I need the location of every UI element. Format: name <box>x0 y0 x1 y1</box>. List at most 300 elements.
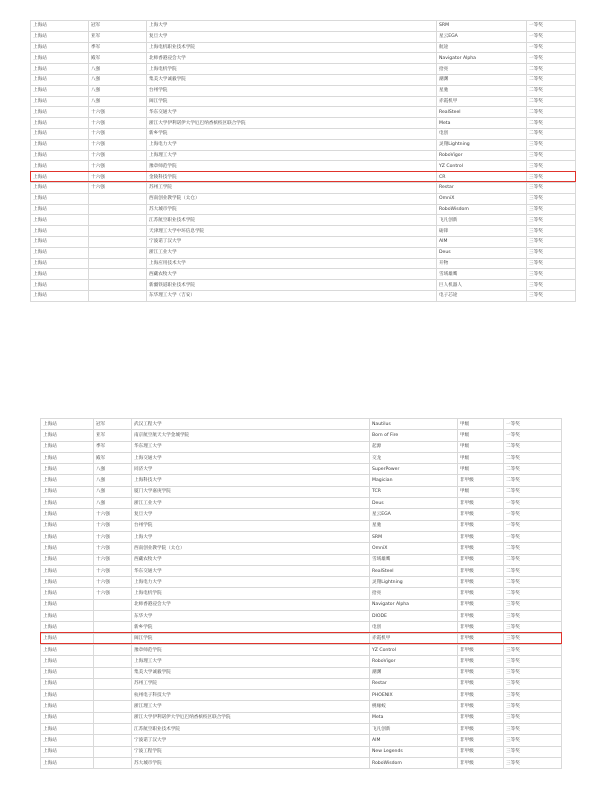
rank-cell <box>94 701 132 712</box>
table-row <box>41 498 562 509</box>
table-row <box>41 633 562 644</box>
school-cell: 上海理工大学 <box>132 656 370 667</box>
table-row <box>31 31 576 42</box>
team-cell: PHOENIX <box>370 690 458 701</box>
award-cell: 二等奖 <box>504 554 562 565</box>
table-row <box>41 430 562 441</box>
station-cell: 上海站 <box>41 509 94 520</box>
station-cell: 上海站 <box>31 247 89 258</box>
team-cell: Meta <box>437 118 527 129</box>
rank-cell: 十六强 <box>94 588 132 599</box>
team-cell: 砺锋 <box>437 226 527 237</box>
team-cell: 赤霞机甲 <box>370 633 458 644</box>
school-cell: 上海大学 <box>132 531 370 542</box>
table-row <box>31 74 576 85</box>
rank-cell: 冠军 <box>89 21 147 32</box>
station-cell: 上海站 <box>41 735 94 746</box>
station-cell: 上海站 <box>31 290 89 301</box>
rank-cell: 殿军 <box>89 53 147 64</box>
level-cell: 甲级 <box>458 464 504 475</box>
table-row <box>41 554 562 565</box>
team-cell: RoboWisdom <box>437 204 527 215</box>
table-row <box>31 64 576 75</box>
level-cell: 非甲级 <box>458 724 504 735</box>
rank-cell: 八强 <box>94 464 132 475</box>
school-cell: 西藏农牧大学 <box>132 554 370 565</box>
level-cell: 甲级 <box>458 419 504 430</box>
team-cell: Magician <box>370 475 458 486</box>
school-cell: 集美大学诚毅学院 <box>132 667 370 678</box>
award-cell: 三等奖 <box>504 656 562 667</box>
team-cell: RealSteel <box>370 565 458 576</box>
station-cell: 上海站 <box>31 64 89 75</box>
table-row <box>41 678 562 689</box>
school-cell: 北师香港浸会大学 <box>132 599 370 610</box>
award-cell: 二等奖 <box>527 128 576 139</box>
station-cell: 上海站 <box>31 172 89 183</box>
table-row <box>41 690 562 701</box>
table-row <box>31 53 576 64</box>
school-cell: 南京航空航天大学金城学院 <box>132 430 370 441</box>
table-row <box>31 226 576 237</box>
rank-cell <box>94 757 132 768</box>
award-cell: 三等奖 <box>504 735 562 746</box>
team-cell: 起源 <box>370 441 458 452</box>
rank-cell: 八强 <box>89 85 147 96</box>
table-row <box>31 280 576 291</box>
station-cell: 上海站 <box>41 746 94 757</box>
level-cell: 非甲级 <box>458 520 504 531</box>
team-cell: 飞凡创新 <box>370 724 458 735</box>
school-cell: 杭州电子科技大学 <box>132 690 370 701</box>
table-row <box>41 509 562 520</box>
table-row <box>41 757 562 768</box>
rank-cell: 八强 <box>94 475 132 486</box>
award-cell: 二等奖 <box>504 486 562 497</box>
team-cell: Deus <box>437 247 527 258</box>
station-cell: 上海站 <box>41 464 94 475</box>
team-cell: Navigator Alpha <box>437 53 527 64</box>
school-cell: 苏州工学院 <box>132 678 370 689</box>
rank-cell <box>94 735 132 746</box>
school-cell: 武汉工程大学 <box>132 419 370 430</box>
rank-cell: 十六强 <box>89 161 147 172</box>
station-cell: 上海站 <box>41 757 94 768</box>
award-cell: 三等奖 <box>527 215 576 226</box>
award-cell: 一等奖 <box>504 520 562 531</box>
rank-cell <box>89 204 147 215</box>
award-cell: 二等奖 <box>504 588 562 599</box>
school-cell: 华东交通大学 <box>147 107 437 118</box>
table-row <box>41 667 562 678</box>
level-cell: 非甲级 <box>458 475 504 486</box>
team-cell: New Legends <box>370 746 458 757</box>
level-cell: 非甲级 <box>458 712 504 723</box>
award-cell: 三等奖 <box>527 172 576 183</box>
team-cell: 电创 <box>437 128 527 139</box>
award-cell: 二等奖 <box>527 64 576 75</box>
team-cell: Deus <box>370 498 458 509</box>
team-cell: OmniX <box>370 543 458 554</box>
table-row <box>41 486 562 497</box>
team-cell: YZ Control <box>437 161 527 172</box>
table-row <box>31 150 576 161</box>
rank-cell: 十六强 <box>89 107 147 118</box>
rank-cell: 十六强 <box>94 531 132 542</box>
award-cell: 三等奖 <box>504 678 562 689</box>
station-cell: 上海站 <box>41 712 94 723</box>
station-cell: 上海站 <box>31 74 89 85</box>
station-cell: 上海站 <box>41 419 94 430</box>
station-cell: 上海站 <box>41 588 94 599</box>
team-cell: OmniX <box>437 193 527 204</box>
team-cell: RealSteel <box>437 107 527 118</box>
station-cell: 上海站 <box>31 236 89 247</box>
table-row <box>31 107 576 118</box>
award-cell: 一等奖 <box>504 531 562 542</box>
school-cell: 上海理工大学 <box>147 150 437 161</box>
results-grid-2 <box>40 418 562 769</box>
award-cell: 二等奖 <box>504 452 562 463</box>
award-cell: 一等奖 <box>504 498 562 509</box>
level-cell: 非甲级 <box>458 757 504 768</box>
school-cell: 苏州工学院 <box>147 182 437 193</box>
table-row <box>41 724 562 735</box>
award-cell: 三等奖 <box>527 204 576 215</box>
rank-cell <box>94 712 132 723</box>
school-cell: 集美大学诚毅学院 <box>147 74 437 85</box>
team-cell: 拾亮 <box>370 588 458 599</box>
level-cell: 非甲级 <box>458 554 504 565</box>
station-cell: 上海站 <box>41 498 94 509</box>
award-cell: 三等奖 <box>527 269 576 280</box>
table-row <box>41 419 562 430</box>
rank-cell <box>94 644 132 655</box>
award-cell: 二等奖 <box>527 85 576 96</box>
award-cell: 三等奖 <box>527 280 576 291</box>
team-cell: TCR <box>370 486 458 497</box>
team-cell: SRM <box>370 531 458 542</box>
team-cell: Restar <box>370 678 458 689</box>
level-cell: 非甲级 <box>458 599 504 610</box>
table-row <box>31 290 576 301</box>
team-cell: 雪域雄鹰 <box>370 554 458 565</box>
school-cell: 上海电机职业技术学院 <box>147 42 437 53</box>
award-cell: 三等奖 <box>527 182 576 193</box>
award-cell: 三等奖 <box>504 690 562 701</box>
school-cell: 闽江学院 <box>147 96 437 107</box>
team-cell: YZ Control <box>370 644 458 655</box>
station-cell: 上海站 <box>41 520 94 531</box>
station-cell: 上海站 <box>31 280 89 291</box>
level-cell: 非甲级 <box>458 588 504 599</box>
rank-cell: 八强 <box>89 64 147 75</box>
rank-cell <box>94 724 132 735</box>
rank-cell: 亚军 <box>94 430 132 441</box>
rank-cell: 十六强 <box>94 543 132 554</box>
school-cell: 浙江大学伊利诺伊大学厄巴纳香槟校区联合学院 <box>132 712 370 723</box>
rank-cell <box>94 678 132 689</box>
table-row <box>31 236 576 247</box>
table-row <box>41 520 562 531</box>
team-cell: Nautilus <box>370 419 458 430</box>
rank-cell: 十六强 <box>89 118 147 129</box>
award-cell: 二等奖 <box>504 475 562 486</box>
award-cell: 二等奖 <box>504 464 562 475</box>
school-cell: 上海电机学院 <box>132 588 370 599</box>
station-cell: 上海站 <box>31 53 89 64</box>
award-cell: 一等奖 <box>527 42 576 53</box>
rank-cell: 十六强 <box>94 554 132 565</box>
team-cell: 巨人机器人 <box>437 280 527 291</box>
award-cell: 三等奖 <box>504 667 562 678</box>
rank-cell: 季军 <box>94 441 132 452</box>
table-row <box>41 599 562 610</box>
station-cell: 上海站 <box>31 204 89 215</box>
team-cell: 潮渊 <box>437 74 527 85</box>
school-cell: 新疆铁道职业技术学院 <box>147 280 437 291</box>
rank-cell: 季军 <box>89 42 147 53</box>
school-cell: 金陵科技学院 <box>147 172 437 183</box>
rank-cell: 十六强 <box>94 520 132 531</box>
rank-cell: 八强 <box>89 96 147 107</box>
award-cell: 一等奖 <box>504 419 562 430</box>
table-row <box>41 475 562 486</box>
school-cell: 华东理工大学 <box>132 441 370 452</box>
table-row <box>31 42 576 53</box>
station-cell: 上海站 <box>41 475 94 486</box>
station-cell: 上海站 <box>41 701 94 712</box>
award-cell: 三等奖 <box>527 139 576 150</box>
table-row <box>41 464 562 475</box>
school-cell: 上海科技大学 <box>132 475 370 486</box>
table-row <box>31 247 576 258</box>
award-cell: 二等奖 <box>504 577 562 588</box>
rank-cell <box>94 633 132 644</box>
table-row <box>31 182 576 193</box>
table-row <box>31 85 576 96</box>
award-cell: 三等奖 <box>504 746 562 757</box>
table-row <box>41 656 562 667</box>
rank-cell <box>89 258 147 269</box>
station-cell: 上海站 <box>31 96 89 107</box>
table-row <box>31 215 576 226</box>
rank-cell: 冠军 <box>94 419 132 430</box>
award-cell: 三等奖 <box>504 757 562 768</box>
team-cell: 星云EGA <box>437 31 527 42</box>
school-cell: 宁波诺丁汉大学 <box>147 236 437 247</box>
rank-cell <box>94 599 132 610</box>
team-cell: AIM <box>370 735 458 746</box>
school-cell: 宁波工程学院 <box>132 746 370 757</box>
award-cell: 三等奖 <box>527 290 576 301</box>
team-cell: Born of Fire <box>370 430 458 441</box>
school-cell: 新乡学院 <box>147 128 437 139</box>
school-cell: 浙江大学伊利诺伊大学厄巴纳香槟校区联合学院 <box>147 118 437 129</box>
rank-cell <box>94 656 132 667</box>
award-cell: 一等奖 <box>527 31 576 42</box>
results-table-1 <box>30 20 575 302</box>
school-cell: 同济大学 <box>132 464 370 475</box>
team-cell: CR <box>437 172 527 183</box>
award-cell: 二等奖 <box>504 441 562 452</box>
station-cell: 上海站 <box>41 577 94 588</box>
station-cell: 上海站 <box>41 644 94 655</box>
station-cell: 上海站 <box>31 269 89 280</box>
rank-cell: 亚军 <box>89 31 147 42</box>
team-cell: 飞凡创新 <box>437 215 527 226</box>
level-cell: 非甲级 <box>458 633 504 644</box>
level-cell: 甲级 <box>458 486 504 497</box>
table-row <box>41 735 562 746</box>
team-cell: 拾亮 <box>437 64 527 75</box>
table-row <box>41 531 562 542</box>
award-cell: 二等奖 <box>504 565 562 576</box>
school-cell: 上海电机学院 <box>147 64 437 75</box>
school-cell: 华东交通大学 <box>132 565 370 576</box>
rank-cell: 十六强 <box>94 509 132 520</box>
level-cell: 非甲级 <box>458 509 504 520</box>
school-cell: 上海电力大学 <box>147 139 437 150</box>
award-cell: 一等奖 <box>504 430 562 441</box>
station-cell: 上海站 <box>31 85 89 96</box>
award-cell: 三等奖 <box>527 258 576 269</box>
team-cell: 星云EGA <box>370 509 458 520</box>
rank-cell <box>89 193 147 204</box>
team-cell: RoboWisdom <box>370 757 458 768</box>
school-cell: 东华大学 <box>132 611 370 622</box>
rank-cell <box>94 667 132 678</box>
station-cell: 上海站 <box>31 118 89 129</box>
rank-cell <box>89 236 147 247</box>
table-row <box>31 204 576 215</box>
school-cell: 宁波诺丁汉大学 <box>132 735 370 746</box>
rank-cell: 八强 <box>94 486 132 497</box>
table-row <box>41 452 562 463</box>
award-cell: 三等奖 <box>504 633 562 644</box>
table-row <box>41 565 562 576</box>
award-cell: 三等奖 <box>527 226 576 237</box>
level-cell: 非甲级 <box>458 498 504 509</box>
award-cell: 三等奖 <box>527 247 576 258</box>
team-cell: 桃缘蛟 <box>370 701 458 712</box>
level-cell: 非甲级 <box>458 678 504 689</box>
results-grid-1 <box>30 20 576 302</box>
team-cell: 航途 <box>437 42 527 53</box>
station-cell: 上海站 <box>41 599 94 610</box>
table-row <box>41 746 562 757</box>
level-cell: 非甲级 <box>458 611 504 622</box>
rank-cell: 十六强 <box>89 150 147 161</box>
award-cell: 三等奖 <box>504 599 562 610</box>
station-cell: 上海站 <box>31 258 89 269</box>
rank-cell <box>89 247 147 258</box>
rank-cell: 十六强 <box>94 577 132 588</box>
rank-cell <box>89 280 147 291</box>
rank-cell: 十六强 <box>94 565 132 576</box>
level-cell: 非甲级 <box>458 746 504 757</box>
team-cell: 星驰 <box>370 520 458 531</box>
school-cell: 浙江理工大学 <box>132 701 370 712</box>
results-body-1 <box>31 21 576 302</box>
results-table-2 <box>40 418 561 769</box>
school-cell: 上海大学 <box>147 21 437 32</box>
rank-cell <box>89 215 147 226</box>
rank-cell <box>89 290 147 301</box>
school-cell: 上海电力大学 <box>132 577 370 588</box>
award-cell: 二等奖 <box>527 107 576 118</box>
award-cell: 三等奖 <box>527 150 576 161</box>
school-cell: 江苏航空职业技术学院 <box>147 215 437 226</box>
table-row <box>41 543 562 554</box>
school-cell: 复旦大学 <box>147 31 437 42</box>
station-cell: 上海站 <box>41 554 94 565</box>
rank-cell <box>89 226 147 237</box>
team-cell: 灵翔Lightning <box>370 577 458 588</box>
team-cell: 星驰 <box>437 85 527 96</box>
team-cell: Restar <box>437 182 527 193</box>
team-cell: AIM <box>437 236 527 247</box>
station-cell: 上海站 <box>31 128 89 139</box>
table-row <box>41 611 562 622</box>
school-cell: 苏大城市学院 <box>132 757 370 768</box>
station-cell: 上海站 <box>41 656 94 667</box>
station-cell: 上海站 <box>41 622 94 633</box>
table-row <box>31 193 576 204</box>
school-cell: 天津理工大学中环信息学院 <box>147 226 437 237</box>
station-cell: 上海站 <box>41 633 94 644</box>
station-cell: 上海站 <box>31 42 89 53</box>
team-cell: 雪域雄鹰 <box>437 269 527 280</box>
school-cell: 豫章师范学院 <box>132 644 370 655</box>
station-cell: 上海站 <box>41 690 94 701</box>
school-cell: 台州学院 <box>147 85 437 96</box>
station-cell: 上海站 <box>41 543 94 554</box>
station-cell: 上海站 <box>31 21 89 32</box>
school-cell: 西藏农牧大学 <box>147 269 437 280</box>
team-cell: 电子芯途 <box>437 290 527 301</box>
rank-cell: 八强 <box>89 74 147 85</box>
team-cell: RoboVigor <box>370 656 458 667</box>
school-cell: 上海交通大学 <box>132 452 370 463</box>
level-cell: 甲级 <box>458 430 504 441</box>
award-cell: 二等奖 <box>527 118 576 129</box>
rank-cell: 八强 <box>94 498 132 509</box>
team-cell: 潮渊 <box>370 667 458 678</box>
table-row <box>41 441 562 452</box>
award-cell: 三等奖 <box>504 701 562 712</box>
award-cell: 三等奖 <box>527 236 576 247</box>
station-cell: 上海站 <box>41 441 94 452</box>
school-cell: 复旦大学 <box>132 509 370 520</box>
station-cell: 上海站 <box>41 565 94 576</box>
level-cell: 非甲级 <box>458 690 504 701</box>
school-cell: 北师香港浸会大学 <box>147 53 437 64</box>
table-row <box>31 118 576 129</box>
station-cell: 上海站 <box>31 31 89 42</box>
rank-cell <box>94 690 132 701</box>
station-cell: 上海站 <box>41 430 94 441</box>
level-cell: 非甲级 <box>458 531 504 542</box>
station-cell: 上海站 <box>41 611 94 622</box>
station-cell: 上海站 <box>41 724 94 735</box>
school-cell: 东华理工大学（吉安） <box>147 290 437 301</box>
level-cell: 非甲级 <box>458 622 504 633</box>
school-cell: 上海应用技术大学 <box>147 258 437 269</box>
table-row <box>41 577 562 588</box>
award-cell: 三等奖 <box>504 712 562 723</box>
table-row <box>31 96 576 107</box>
